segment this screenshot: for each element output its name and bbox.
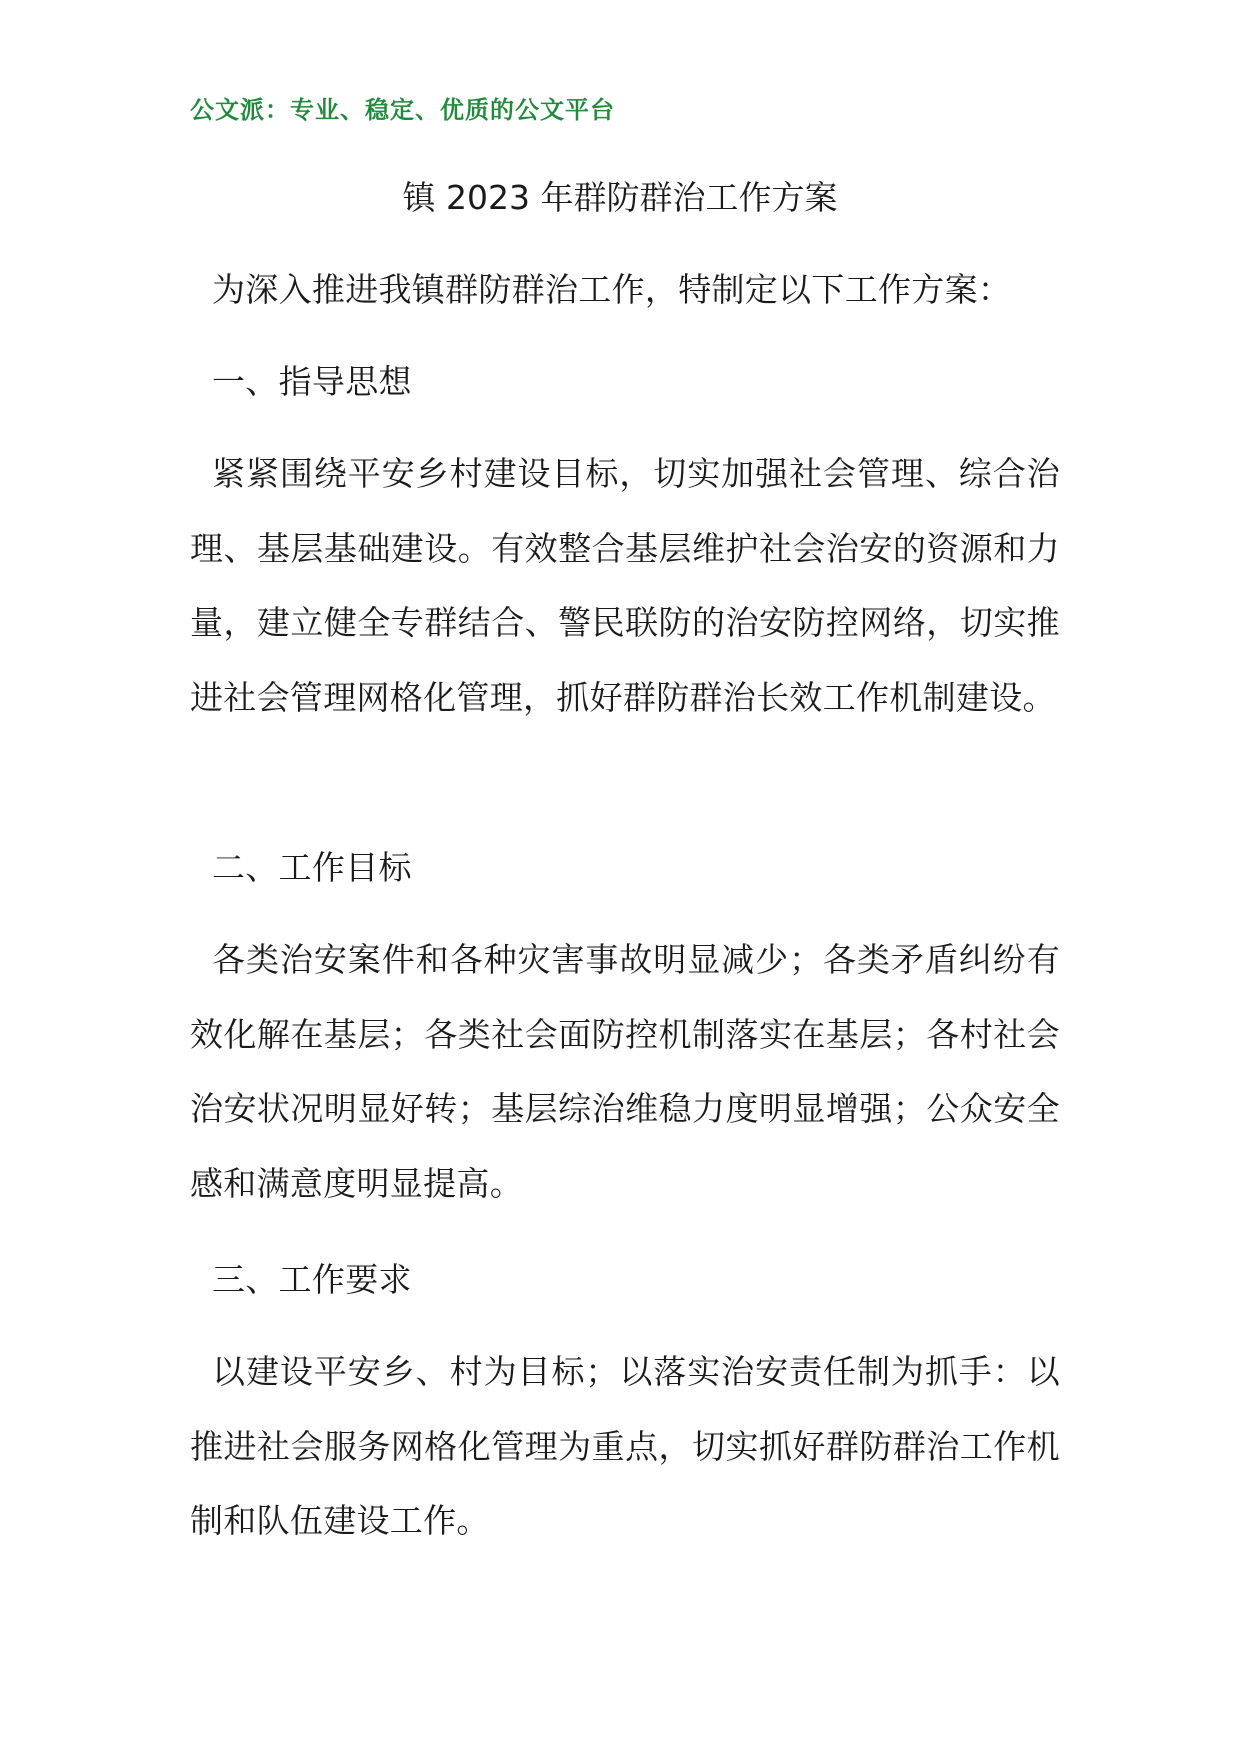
- document-title: 镇 2023 年群防群治工作方案: [402, 178, 838, 217]
- section-body-work-goals: 各类治安案件和各种灾害事故明显减少；各类矛盾纠纷有效化解在基层；各类社会面防控机制落实在基层；各村社会治安状况明显好转；基层综治维稳力度明显增强；公众安全感和满意度明显提高。: [190, 940, 1060, 1203]
- section-body-work-requirements: 以建设平安乡、村为目标；以落实治安责任制为抓手：以推进社会服务网格化管理为重点，切实抓好群防群治工作机制和队伍建设工作。: [190, 1352, 1060, 1540]
- section-heading-guiding-ideology: 一、指导思想: [212, 362, 412, 401]
- section-heading-work-goals: 二、工作目标: [212, 848, 412, 887]
- section-body-guiding-ideology: 紧紧围绕平安乡村建设目标，切实加强社会管理、综合治理、基层基础建设。有效整合基层维护社会治安的资源和力量，建立健全专群结合、警民联防的治安防控网络，切实推进社会管理网格化管理，抓好群防群治长效工作机制建设。: [190, 454, 1060, 717]
- intro-paragraph: 为深入推进我镇群防群治工作，特制定以下工作方案：: [212, 270, 1012, 309]
- header-banner: 公文派：专业、稳定、优质的公文平台: [190, 96, 615, 124]
- section-heading-work-requirements: 三、工作要求: [212, 1260, 412, 1299]
